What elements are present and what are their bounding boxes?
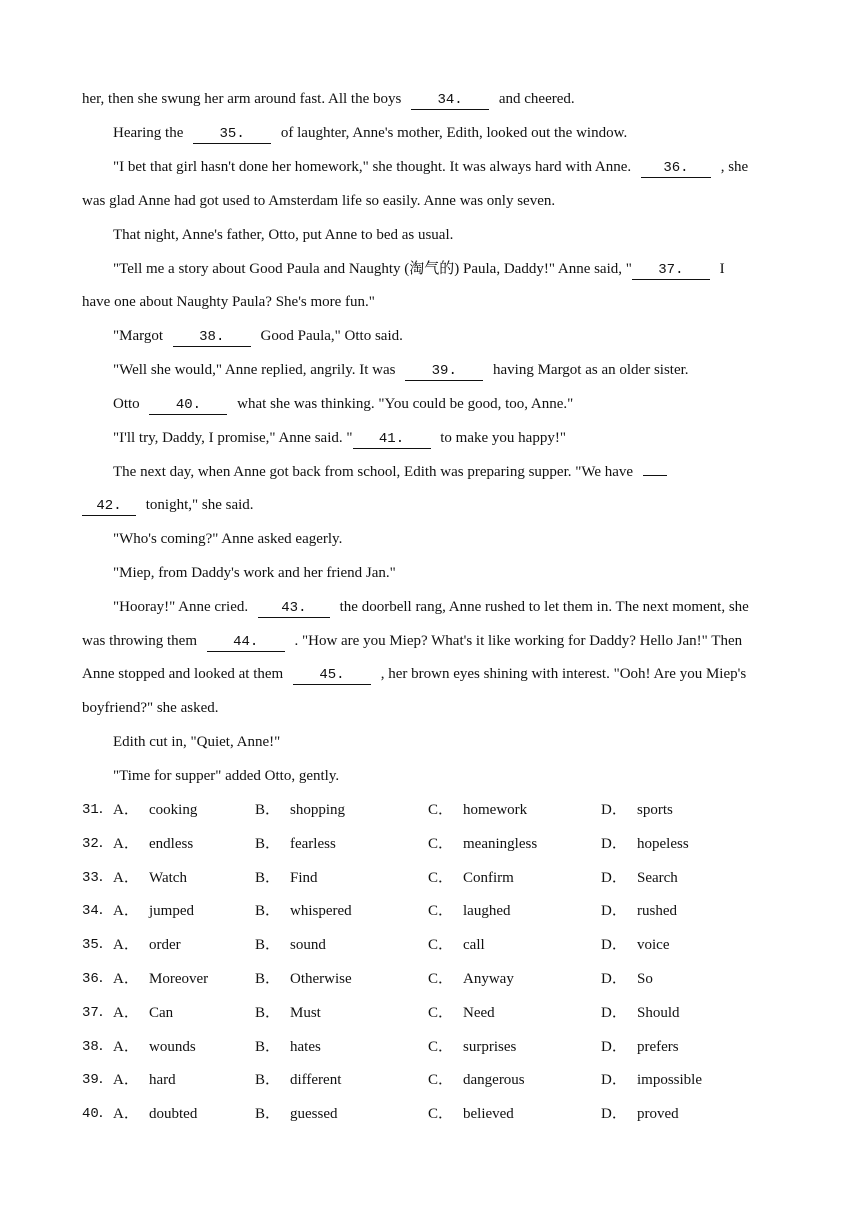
passage-text: . "How are you Miep? What's it like working for Daddy? Hello Jan!" Then xyxy=(294,633,743,649)
option-letter-a: A． xyxy=(113,836,139,852)
option-a: Can xyxy=(149,1005,174,1021)
question-row xyxy=(82,901,782,921)
passage-text: The next day, when Anne got back from school, Edith was preparing supper. "We have xyxy=(113,464,634,480)
answer-blank: 37. xyxy=(632,262,710,280)
option-b: guessed xyxy=(290,1106,338,1122)
passage-line xyxy=(82,292,782,312)
passage-text: "Tell me a story about Good Paula and Naughty (淘气的) Paula, Daddy!" Anne said, " xyxy=(113,261,632,277)
passage-line xyxy=(113,259,813,280)
option-a: cooking xyxy=(149,802,198,818)
passage-line xyxy=(113,360,813,381)
passage-line xyxy=(82,698,782,718)
option-c: surprises xyxy=(463,1039,517,1055)
passage-text: That night, Anne's father, Otto, put Anne to bed as usual. xyxy=(113,227,454,243)
passage-text: "Time for supper" added Otto, gently. xyxy=(113,768,340,784)
option-letter-a: A． xyxy=(113,937,139,953)
passage-text: "Well she would," Anne replied, angrily. It was xyxy=(113,362,396,378)
passage-text: and cheered. xyxy=(498,91,575,107)
passage-line xyxy=(113,326,813,347)
option-c: Confirm xyxy=(463,870,514,886)
answer-blank: 44. xyxy=(207,634,285,652)
option-letter-b: B． xyxy=(255,937,281,953)
option-d: So xyxy=(637,971,653,987)
question-number: 40． xyxy=(82,1106,113,1122)
question-number: 38． xyxy=(82,1039,113,1055)
option-d: Search xyxy=(637,870,678,886)
passage-text: Good Paula," Otto said. xyxy=(260,328,403,344)
question-row xyxy=(82,1037,782,1057)
option-letter-c: C． xyxy=(428,1106,454,1122)
option-a: endless xyxy=(149,836,194,852)
passage-text: was throwing them xyxy=(82,633,197,649)
option-c: Need xyxy=(463,1005,495,1021)
question-row xyxy=(82,1003,782,1023)
passage-text: , she xyxy=(720,159,749,175)
passage-text: what she was thinking. "You could be good, too, Anne." xyxy=(237,396,574,412)
option-b: Find xyxy=(290,870,318,886)
passage-text: boyfriend?" she asked. xyxy=(82,700,219,716)
option-letter-b: B． xyxy=(255,802,281,818)
option-letter-c: C． xyxy=(428,836,454,852)
answer-blank: 38. xyxy=(173,329,251,347)
passage-line xyxy=(113,428,813,449)
passage-text: "Who's coming?" Anne asked eagerly. xyxy=(113,531,343,547)
passage-text: Otto xyxy=(113,396,140,412)
answer-blank: 40. xyxy=(149,397,227,415)
passage-text: have one about Naughty Paula? She's more fun." xyxy=(82,294,375,310)
question-row xyxy=(82,969,782,989)
passage-text: "Margot xyxy=(113,328,164,344)
passage-text: to make you happy!" xyxy=(440,430,566,446)
option-a: wounds xyxy=(149,1039,196,1055)
option-letter-d: D． xyxy=(601,903,627,919)
passage-text: "Hooray!" Anne cried. xyxy=(113,599,249,615)
option-a: hard xyxy=(149,1072,176,1088)
option-c: dangerous xyxy=(463,1072,525,1088)
answer-blank-start xyxy=(643,475,667,476)
option-letter-c: C． xyxy=(428,1005,454,1021)
option-b: whispered xyxy=(290,903,352,919)
option-letter-a: A． xyxy=(113,870,139,886)
option-c: believed xyxy=(463,1106,514,1122)
option-d: Should xyxy=(637,1005,680,1021)
passage-line xyxy=(113,123,813,144)
option-d: prefers xyxy=(637,1039,679,1055)
option-letter-b: B． xyxy=(255,836,281,852)
option-b: hates xyxy=(290,1039,321,1055)
answer-blank: 42. xyxy=(82,498,136,516)
option-letter-b: B． xyxy=(255,903,281,919)
option-d: rushed xyxy=(637,903,677,919)
question-row xyxy=(82,868,782,888)
option-c: homework xyxy=(463,802,528,818)
option-letter-b: B． xyxy=(255,1005,281,1021)
passage-line xyxy=(82,89,782,110)
option-letter-c: C． xyxy=(428,802,454,818)
option-letter-d: D． xyxy=(601,836,627,852)
option-letter-a: A． xyxy=(113,802,139,818)
option-letter-b: B． xyxy=(255,1106,281,1122)
option-letter-a: A． xyxy=(113,903,139,919)
passage-line xyxy=(82,495,782,516)
option-letter-d: D． xyxy=(601,1005,627,1021)
option-letter-d: D． xyxy=(601,1106,627,1122)
question-number: 32． xyxy=(82,836,113,852)
question-number: 37． xyxy=(82,1005,113,1021)
question-number: 35． xyxy=(82,937,113,953)
passage-text: Anne stopped and looked at them xyxy=(82,666,284,682)
question-row xyxy=(82,800,782,820)
option-letter-b: B． xyxy=(255,1072,281,1088)
answer-blank: 39. xyxy=(405,363,483,381)
passage-text: "I bet that girl hasn't done her homework," she thought. It was always hard with Anne. xyxy=(113,159,632,175)
passage-line xyxy=(113,732,813,752)
passage-line xyxy=(113,766,813,786)
passage-line xyxy=(113,563,813,583)
option-c: meaningless xyxy=(463,836,538,852)
passage-line xyxy=(113,597,813,618)
option-b: fearless xyxy=(290,836,336,852)
option-a: Watch xyxy=(149,870,187,886)
passage-line xyxy=(82,631,782,652)
answer-blank: 41. xyxy=(353,431,431,449)
option-letter-c: C． xyxy=(428,870,454,886)
answer-blank: 43. xyxy=(258,600,330,618)
option-letter-c: C． xyxy=(428,903,454,919)
option-d: voice xyxy=(637,937,670,953)
question-number: 33． xyxy=(82,870,113,886)
question-row xyxy=(82,1070,782,1090)
passage-text: having Margot as an older sister. xyxy=(493,362,689,378)
passage-text: tonight," she said. xyxy=(145,497,254,513)
option-letter-b: B． xyxy=(255,1039,281,1055)
option-b: Must xyxy=(290,1005,321,1021)
passage-text: Edith cut in, "Quiet, Anne!" xyxy=(113,734,281,750)
option-c: call xyxy=(463,937,485,953)
passage-text: I xyxy=(719,261,725,277)
question-row xyxy=(82,935,782,955)
answer-blank: 45. xyxy=(293,667,371,685)
option-letter-c: C． xyxy=(428,971,454,987)
passage-text: of laughter, Anne's mother, Edith, looked out the window. xyxy=(280,125,628,141)
option-d: proved xyxy=(637,1106,679,1122)
passage-line xyxy=(82,191,782,211)
option-a: doubted xyxy=(149,1106,198,1122)
option-letter-a: A． xyxy=(113,971,139,987)
option-b: different xyxy=(290,1072,342,1088)
option-letter-c: C． xyxy=(428,1072,454,1088)
question-number: 31． xyxy=(82,802,113,818)
passage-line xyxy=(82,664,782,685)
option-letter-b: B． xyxy=(255,870,281,886)
question-row xyxy=(82,1104,782,1124)
option-letter-d: D． xyxy=(601,1039,627,1055)
passage-text: the doorbell rang, Anne rushed to let them in. The next moment, she xyxy=(339,599,749,615)
passage-line xyxy=(113,225,813,245)
passage-text: "Miep, from Daddy's work and her friend Jan." xyxy=(113,565,396,581)
option-a: order xyxy=(149,937,181,953)
option-letter-a: A． xyxy=(113,1072,139,1088)
option-letter-a: A． xyxy=(113,1106,139,1122)
passage-line xyxy=(113,157,813,178)
option-a: jumped xyxy=(149,903,194,919)
question-row xyxy=(82,834,782,854)
option-letter-c: C． xyxy=(428,1039,454,1055)
option-letter-a: A． xyxy=(113,1005,139,1021)
option-a: Moreover xyxy=(149,971,209,987)
option-b: sound xyxy=(290,937,326,953)
passage-text: "I'll try, Daddy, I promise," Anne said. " xyxy=(113,430,353,446)
option-letter-c: C． xyxy=(428,937,454,953)
option-letter-d: D． xyxy=(601,1072,627,1088)
option-d: sports xyxy=(637,802,673,818)
passage-line xyxy=(113,394,813,415)
option-b: Otherwise xyxy=(290,971,352,987)
option-d: hopeless xyxy=(637,836,689,852)
option-b: shopping xyxy=(290,802,346,818)
option-c: Anyway xyxy=(463,971,514,987)
passage-line xyxy=(113,529,813,549)
option-c: laughed xyxy=(463,903,511,919)
answer-blank: 36. xyxy=(641,160,711,178)
option-letter-d: D． xyxy=(601,937,627,953)
passage-text: her, then she swung her arm around fast. All the boys xyxy=(82,91,402,107)
passage-text: was glad Anne had got used to Amsterdam life so easily. Anne was only seven. xyxy=(82,193,556,209)
answer-blank: 34. xyxy=(411,92,489,110)
option-letter-d: D． xyxy=(601,802,627,818)
passage-text: , her brown eyes shining with interest. "Ooh! Are you Miep's xyxy=(380,666,747,682)
option-letter-d: D． xyxy=(601,870,627,886)
option-d: impossible xyxy=(637,1072,703,1088)
answer-blank: 35. xyxy=(193,126,271,144)
option-letter-b: B． xyxy=(255,971,281,987)
option-letter-d: D． xyxy=(601,971,627,987)
question-number: 36． xyxy=(82,971,113,987)
passage-text: Hearing the xyxy=(113,125,184,141)
question-number: 39． xyxy=(82,1072,113,1088)
option-letter-a: A． xyxy=(113,1039,139,1055)
passage-line xyxy=(113,462,813,482)
question-number: 34． xyxy=(82,903,113,919)
